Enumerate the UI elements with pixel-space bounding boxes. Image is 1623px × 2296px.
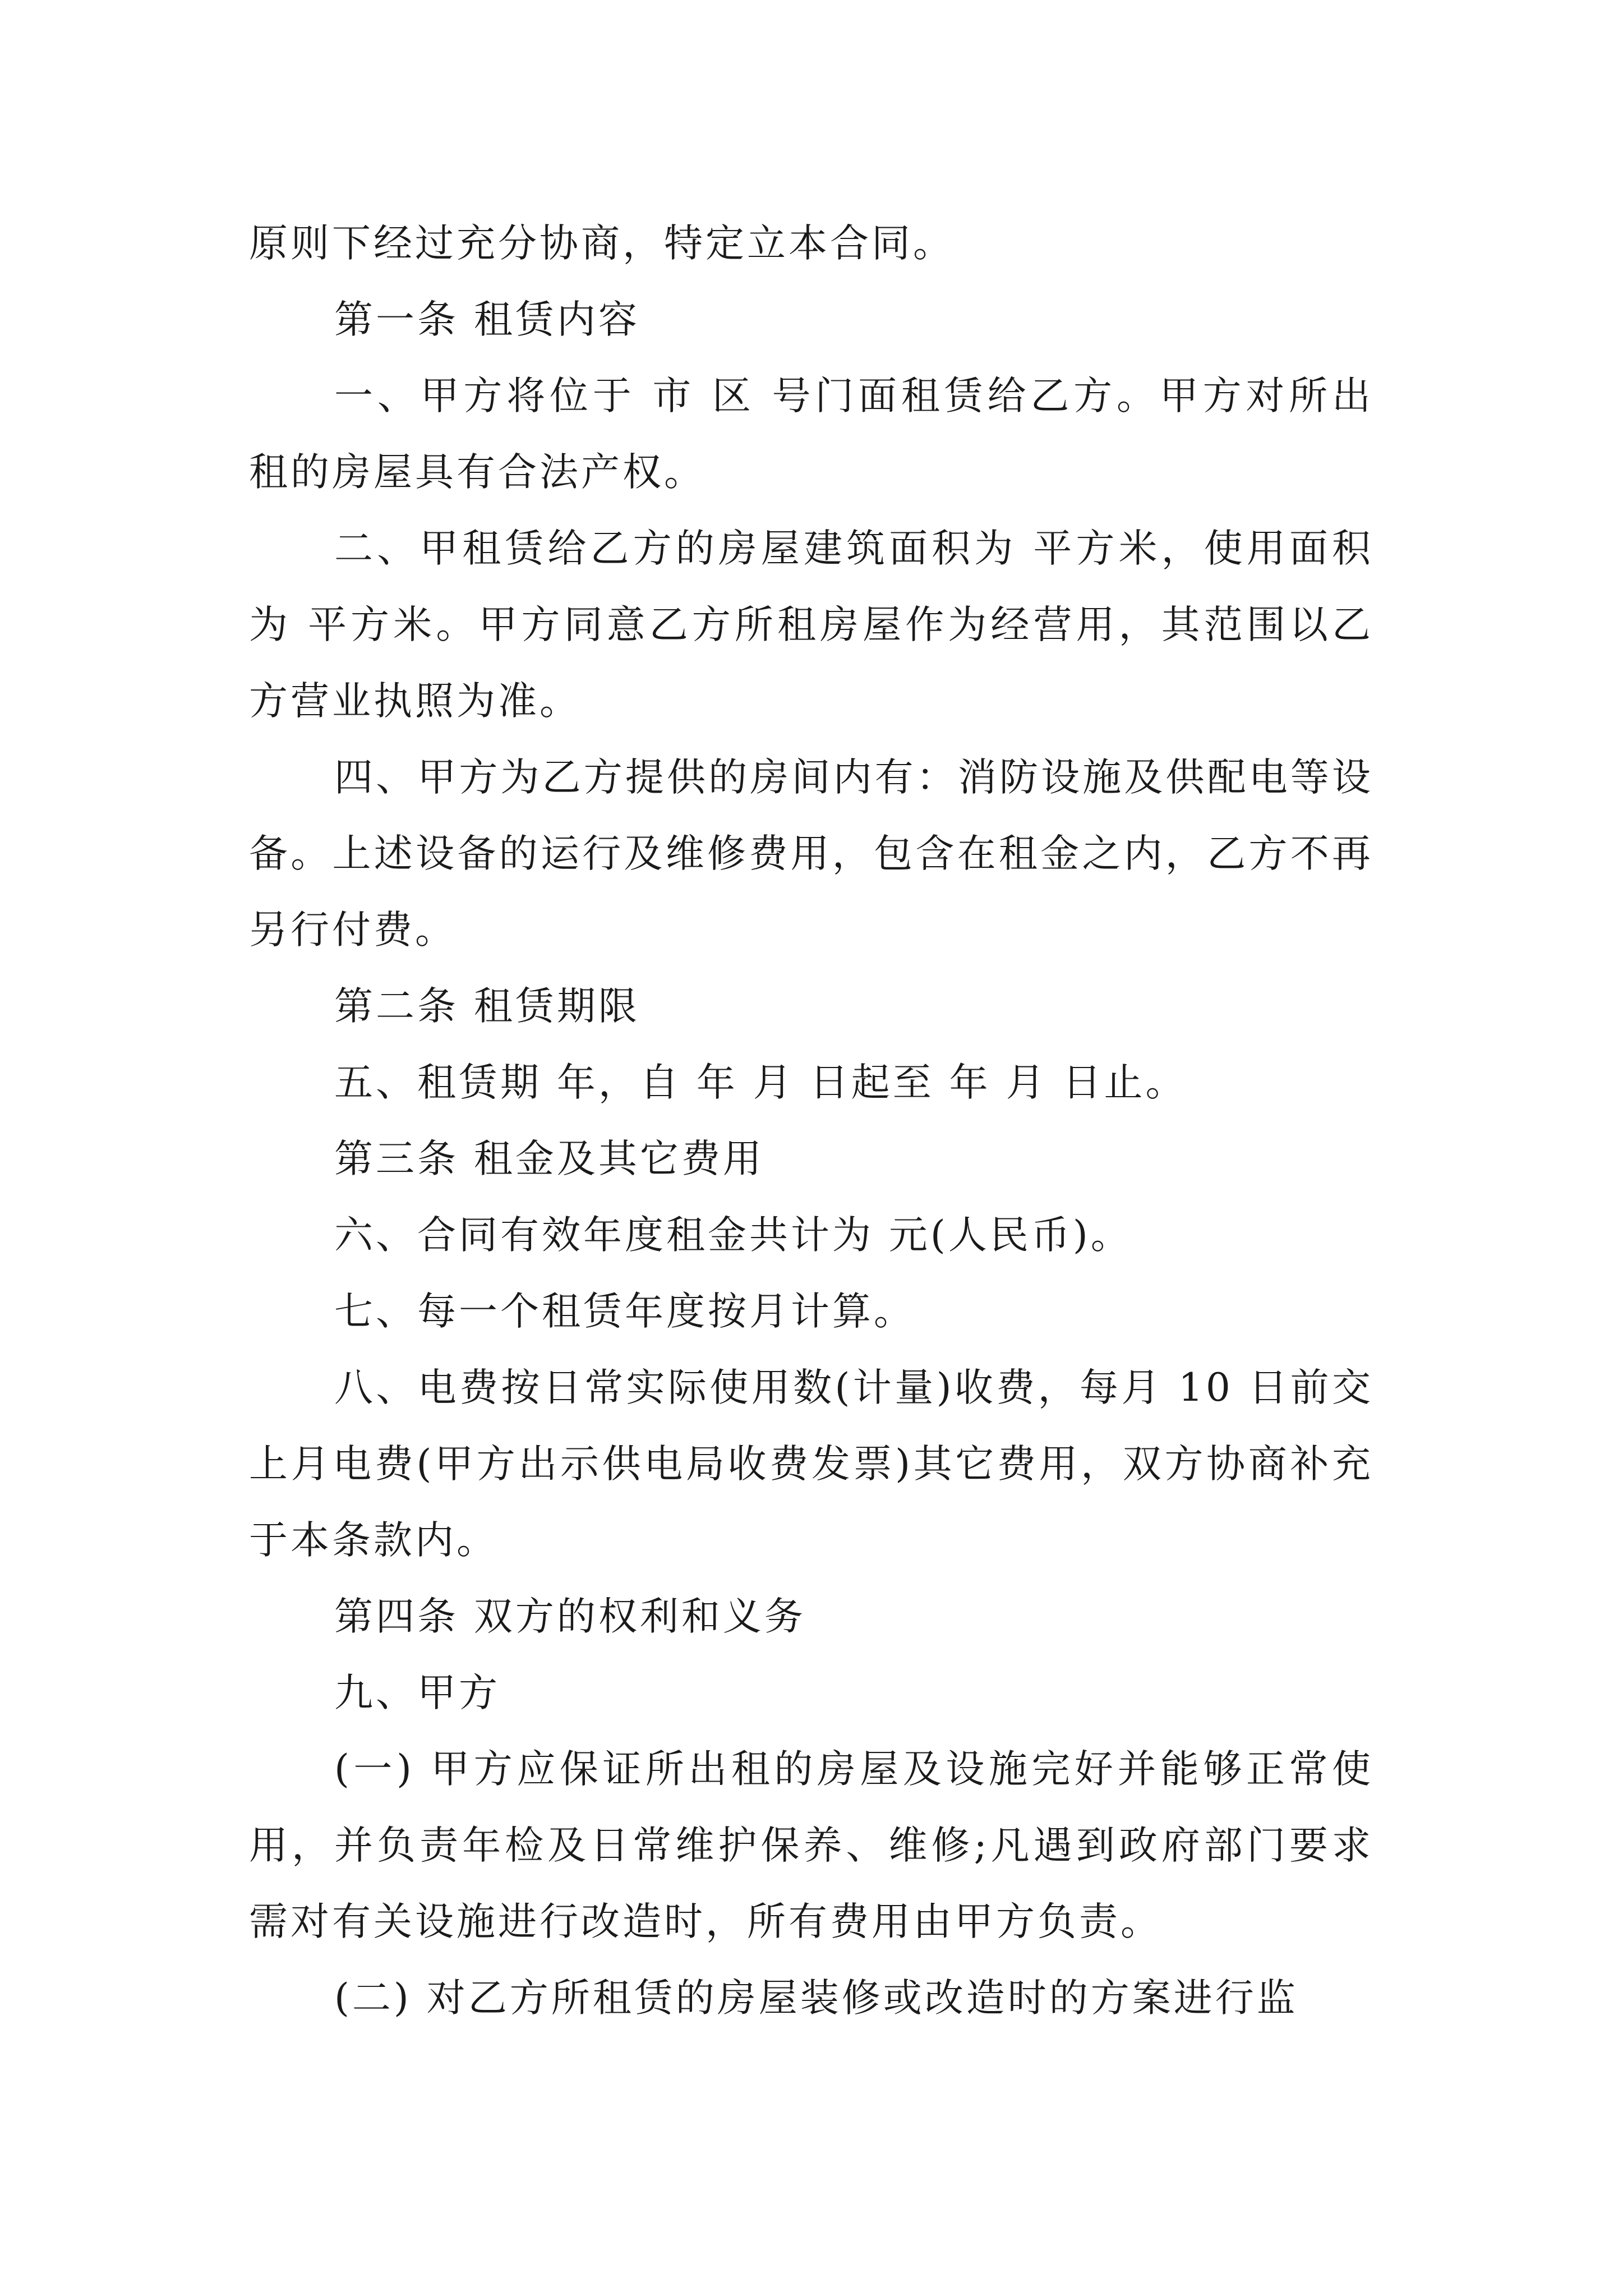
paragraph: 七、每一个租赁年度按月计算。 xyxy=(334,1289,915,1334)
section-heading: 第四条 双方的权利和义务 xyxy=(334,1594,806,1639)
paragraph: 原则下经过充分协商，特定立本合同。 xyxy=(249,221,955,266)
section-heading: 第三条 租金及其它费用 xyxy=(334,1137,764,1181)
paragraph: 五、租赁期 年，自 年 月 日起至 年 月 日止。 xyxy=(334,1060,1187,1105)
paragraph: 八、电费按日常实际使用数(计量)收费，每月 10 日前交上月电费(甲方出示供电局收费发票)其它费用，双方协商补充于本条款内。 xyxy=(249,1365,1373,1563)
section-heading: 第一条 租赁内容 xyxy=(334,297,640,342)
paragraph: 四、甲方为乙方提供的房间内有：消防设施及供配电等设备。上述设备的运行及维修费用，包含在租金之内，乙方不再另行付费。 xyxy=(249,755,1373,953)
paragraph: (二) 对乙方所租赁的房屋装修或改造时的方案进行监 xyxy=(334,1976,1298,2021)
paragraph: 六、合同有效年度租金共计为 元(人民币)。 xyxy=(334,1213,1132,1258)
paragraph: 九、甲方 xyxy=(334,1671,500,1715)
document-body xyxy=(249,205,1373,2036)
paragraph: (一) 甲方应保证所出租的房屋及设施完好并能够正常使用，并负责年检及日常维护保养、维修;凡遇到政府部门要求需对有关设施进行改造时，所有费用由甲方负责。 xyxy=(249,1747,1373,1944)
paragraph: 二、甲租赁给乙方的房屋建筑面积为 平方米，使用面积为 平方米。甲方同意乙方所租房屋作为经营用，其范围以乙方营业执照为准。 xyxy=(249,526,1373,724)
section-heading: 第二条 租赁期限 xyxy=(334,984,640,1029)
paragraph: 一、甲方将位于 市 区 号门面租赁给乙方。甲方对所出租的房屋具有合法产权。 xyxy=(249,374,1373,495)
